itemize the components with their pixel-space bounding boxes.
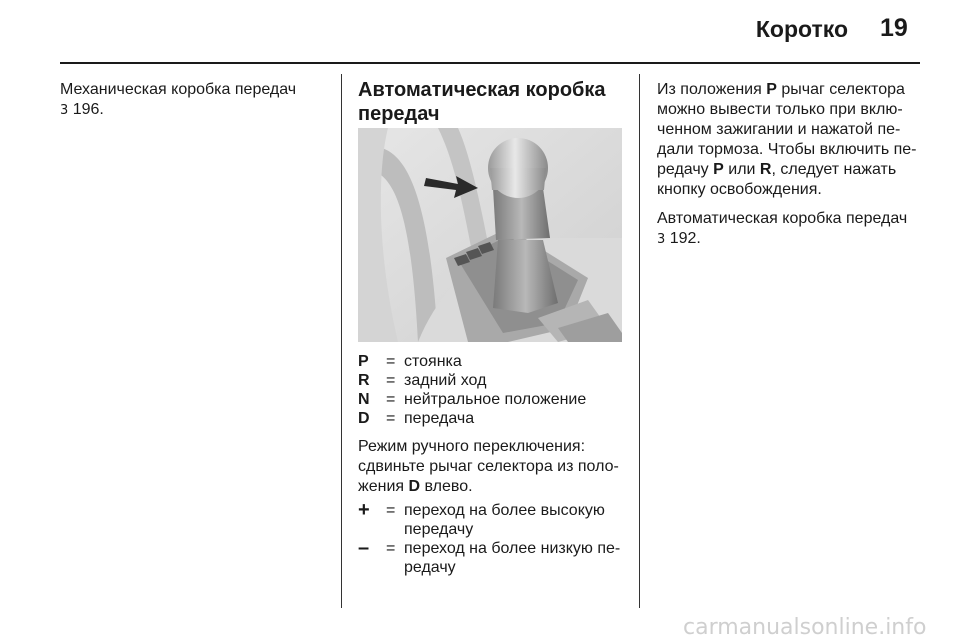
text-fragment: , следует нажать <box>771 161 897 178</box>
selector-paragraph <box>657 80 927 200</box>
text-fragment: рычаг селектора <box>781 81 905 98</box>
legend-row-d <box>358 409 624 428</box>
legend-key: R <box>358 372 370 389</box>
column-divider-1 <box>341 74 342 608</box>
shift-up-row <box>358 501 624 539</box>
section-heading-cont: передач <box>358 103 440 125</box>
ref-page: 196. <box>72 101 104 118</box>
minus-icon: – <box>358 537 370 559</box>
legend-value: нейтральное положение <box>404 391 587 408</box>
arrow-ref-icon: 3 <box>657 232 666 247</box>
gear-selector-image <box>358 128 622 342</box>
legend-value: стоянка <box>404 353 462 370</box>
legend-key: D <box>358 410 370 427</box>
legend-value: задний ход <box>404 372 487 389</box>
text-line: дали тормоза. Чтобы включить пе- <box>657 141 917 158</box>
text-line: переход на более высокую <box>404 502 605 519</box>
section-heading: Автоматическая коробка <box>358 79 606 101</box>
legend-eq: = <box>386 502 396 519</box>
text-fragment: редачу <box>657 161 709 178</box>
text-line: можно вывести только при вклю- <box>657 101 903 118</box>
shift-legend <box>358 501 624 577</box>
section-title: Коротко <box>755 16 848 42</box>
legend-row-n <box>358 390 624 409</box>
text-fragment: Из положения <box>657 81 762 98</box>
manual-gearbox-ref[interactable] <box>60 100 330 121</box>
gear-letter-p: P <box>766 81 777 98</box>
text-line: кнопку освобождения. <box>657 181 822 198</box>
manual-mode-line: Режим ручного переключения: <box>358 438 586 455</box>
text-line: редачу <box>404 559 456 576</box>
manual-mode-line: сдвиньте рычаг селектора из поло- <box>358 458 619 475</box>
text-line: передачу <box>404 521 474 538</box>
middle-column-heading <box>358 78 628 126</box>
shift-down-row <box>358 539 624 577</box>
plus-icon: + <box>358 499 370 521</box>
header-rule <box>60 62 920 64</box>
gear-selector-illustration <box>358 128 622 342</box>
text-line: Автоматическая коробка передач <box>657 210 908 227</box>
legend-row-p <box>358 352 624 371</box>
manual-mode-paragraph <box>358 437 628 497</box>
ref-page: 192. <box>669 230 701 247</box>
text-line: ченном зажигании и нажатой пе- <box>657 121 901 138</box>
gear-legend <box>358 352 624 428</box>
legend-eq: = <box>386 353 396 370</box>
column-divider-2 <box>639 74 640 608</box>
text-fragment: влево. <box>424 478 473 495</box>
text-line: переход на более низкую пе- <box>404 540 621 557</box>
gear-letter-p: P <box>713 161 724 178</box>
legend-key: P <box>358 353 369 370</box>
watermark: carmanualsonline.info <box>683 615 927 640</box>
legend-value <box>404 501 624 539</box>
legend-row-r <box>358 371 624 390</box>
arrow-ref-icon: 3 <box>60 103 69 118</box>
automatic-gearbox-ref[interactable] <box>657 209 927 250</box>
legend-eq: = <box>386 540 396 557</box>
legend-eq: = <box>386 410 396 427</box>
legend-value: передача <box>404 410 475 427</box>
right-column <box>657 80 927 259</box>
gear-letter-r: R <box>759 161 772 178</box>
page-number: 19 <box>880 14 908 42</box>
legend-eq: = <box>386 372 396 389</box>
legend-key: N <box>358 391 370 408</box>
manual-mode-line <box>358 477 628 497</box>
text-fragment: или <box>728 161 756 178</box>
left-column <box>60 80 330 121</box>
gear-letter-d: D <box>408 478 421 495</box>
legend-eq: = <box>386 391 396 408</box>
legend-value <box>404 539 624 577</box>
manual-gearbox-text: Механическая коробка передач <box>60 81 297 98</box>
text-fragment: жения <box>358 478 405 495</box>
